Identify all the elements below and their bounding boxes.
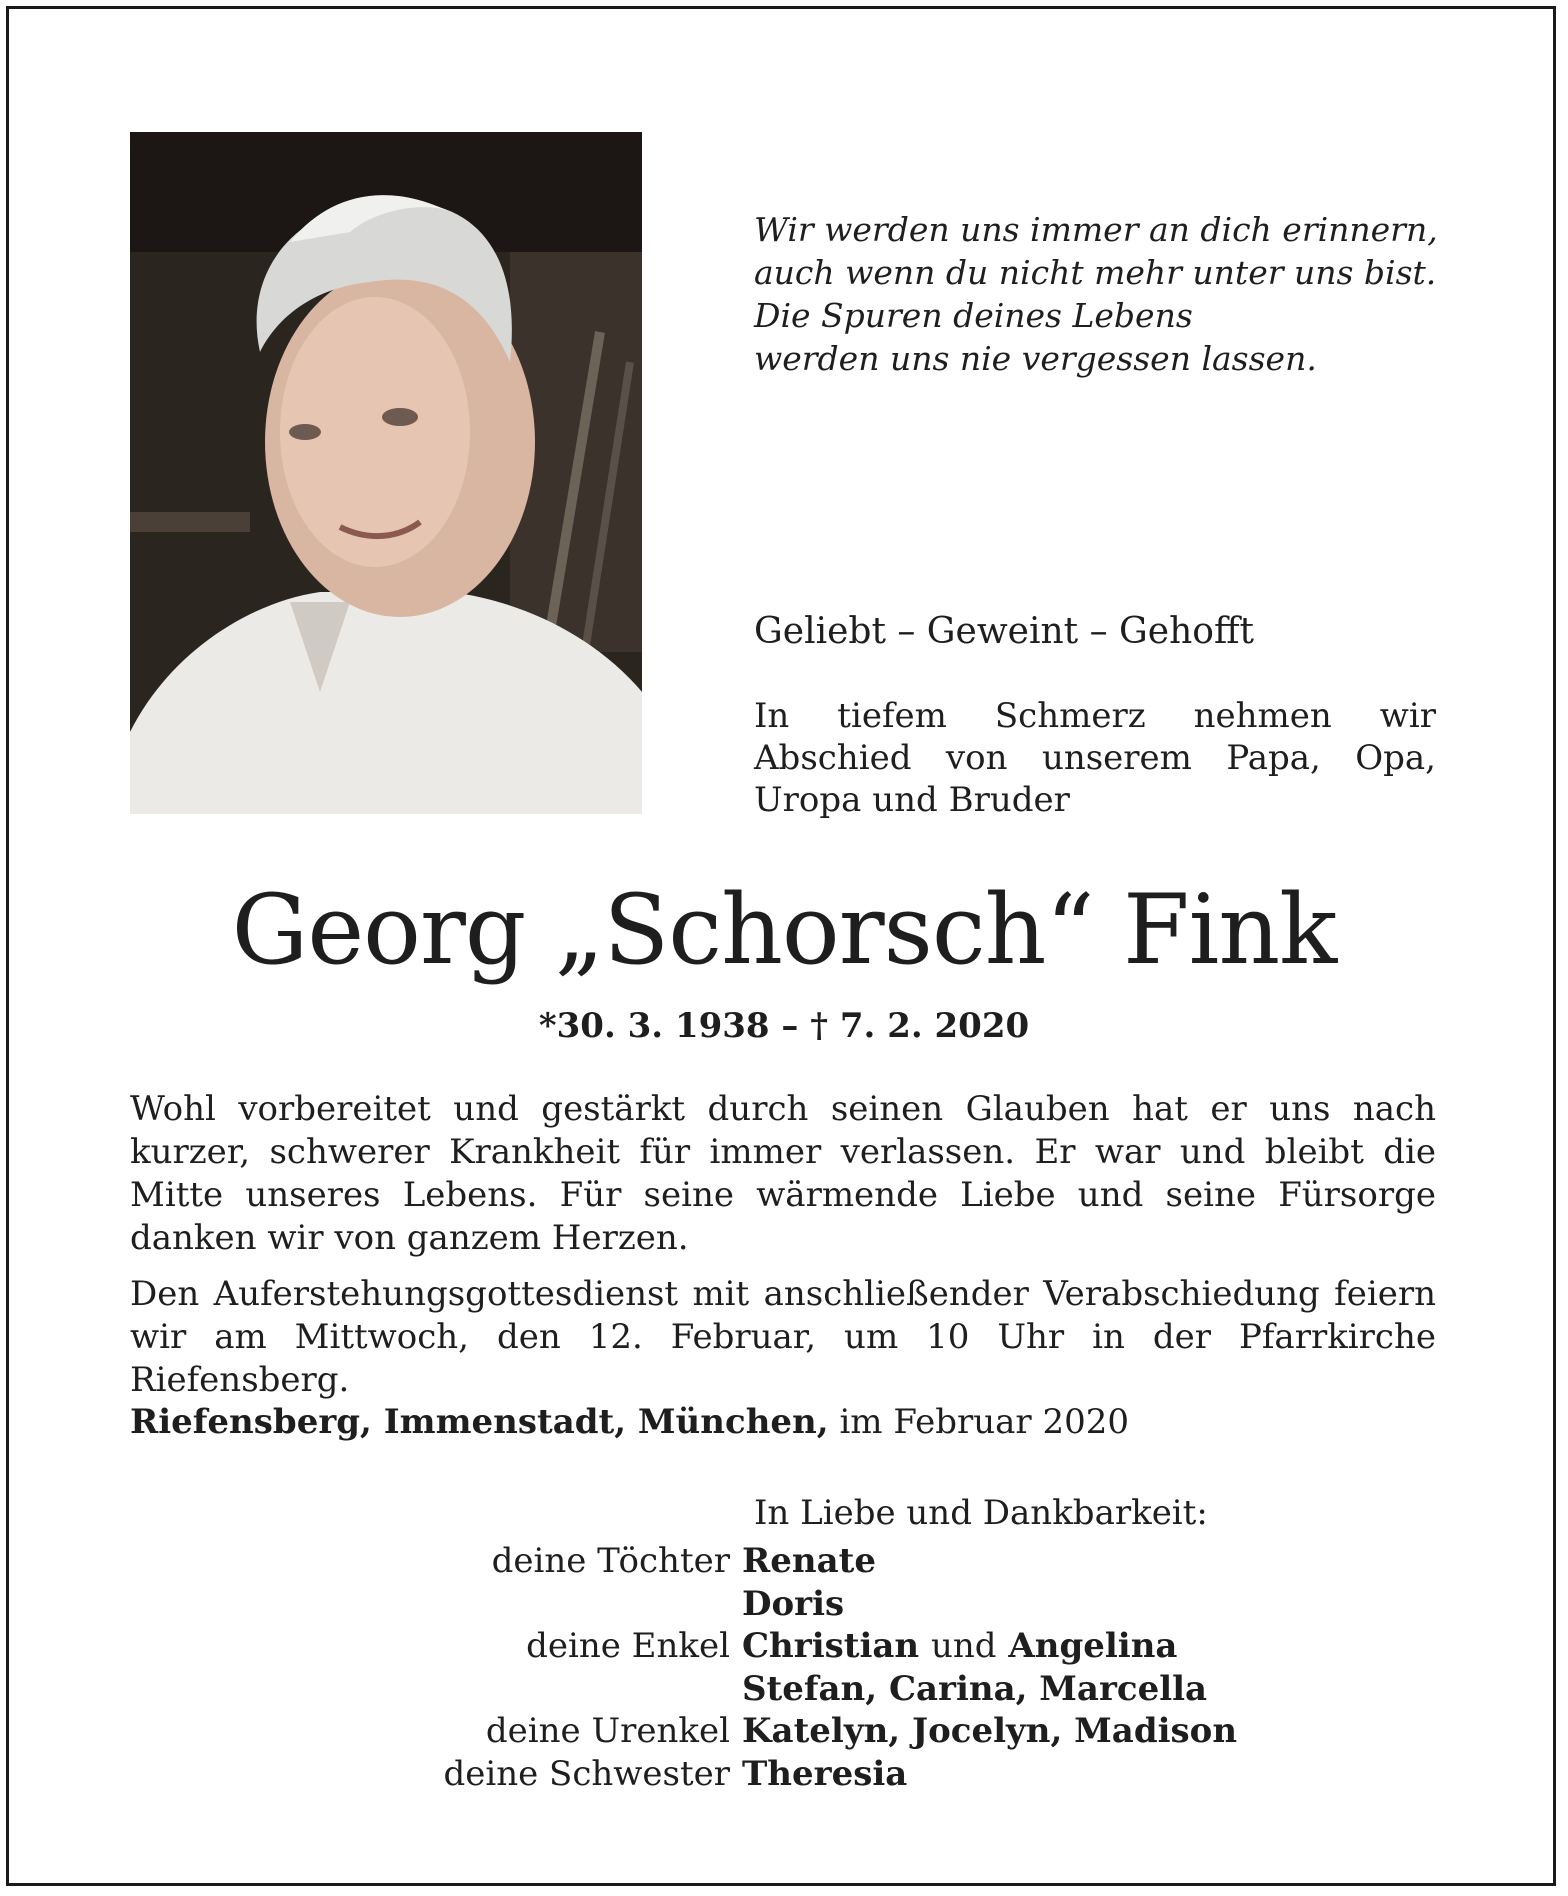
relation-label: deine Schwester	[443, 1753, 730, 1794]
notice-date: im Februar 2020	[839, 1402, 1129, 1442]
relation-label	[130, 1583, 742, 1626]
family-row	[130, 1668, 1436, 1711]
family-row	[130, 1753, 1436, 1796]
family-names	[742, 1625, 1177, 1668]
intro-text: In tiefem Schmerz nehmen wir Abschied von unserem Papa, Opa, Uropa und Bruder	[754, 696, 1436, 820]
motto: Geliebt – Geweint – Gehofft	[754, 611, 1254, 652]
relation-label	[130, 1668, 742, 1711]
place-and-date	[130, 1399, 1129, 1445]
closing-line: In Liebe und Dankbarkeit:	[754, 1493, 1208, 1533]
life-dates: *30. 3. 1938 – † 7. 2. 2020	[538, 1006, 1030, 1046]
family-name: Angelina	[1008, 1626, 1178, 1666]
family-name: Christian	[742, 1626, 920, 1666]
body-paragraph-1: Wohl vorbereitet und gestärkt durch seinen Glauben hat er uns nach kurzer, schwerer Krankheit für immer verlassen. Er war und bleibt die Mitte unseres Lebens. Für seine wärmende Liebe und seine Fürsorge danken wir von ganzem Herzen.	[130, 1089, 1436, 1258]
conjunction: und	[930, 1626, 997, 1666]
family-names: Doris	[742, 1583, 845, 1624]
relation-label: deine Enkel	[526, 1626, 730, 1666]
relation-label: deine Töchter	[491, 1541, 730, 1581]
body-paragraph-2: Den Auferstehungsgottesdienst mit anschließender Verabschiedung feiern wir am Mittwoch, den 12. Februar, um 10 Uhr in der Pfarrkirche Riefensberg.	[130, 1274, 1436, 1400]
family-row	[130, 1625, 1436, 1668]
family-row	[130, 1710, 1436, 1753]
verse-line: Die Spuren deines Lebens	[754, 296, 1193, 335]
family-row	[130, 1540, 1436, 1583]
place-names: Riefensberg, Immenstadt, München,	[130, 1402, 829, 1442]
family-row	[130, 1583, 1436, 1626]
memorial-verse	[754, 208, 1438, 380]
verse-line: auch wenn du nicht mehr unter uns bist.	[754, 253, 1437, 292]
family-names: Renate	[742, 1541, 876, 1581]
family-names: Katelyn, Jocelyn, Madison	[742, 1711, 1238, 1751]
family-list	[130, 1540, 1436, 1795]
family-names: Theresia	[742, 1753, 908, 1794]
deceased-name: Georg „Schorsch“ Fink	[231, 874, 1337, 986]
portrait-photo	[130, 132, 642, 814]
relation-label: deine Urenkel	[485, 1711, 730, 1751]
verse-line: werden uns nie vergessen lassen.	[754, 339, 1317, 378]
family-names: Stefan, Carina, Marcella	[742, 1668, 1208, 1709]
verse-line: Wir werden uns immer an dich erinnern,	[754, 210, 1438, 249]
